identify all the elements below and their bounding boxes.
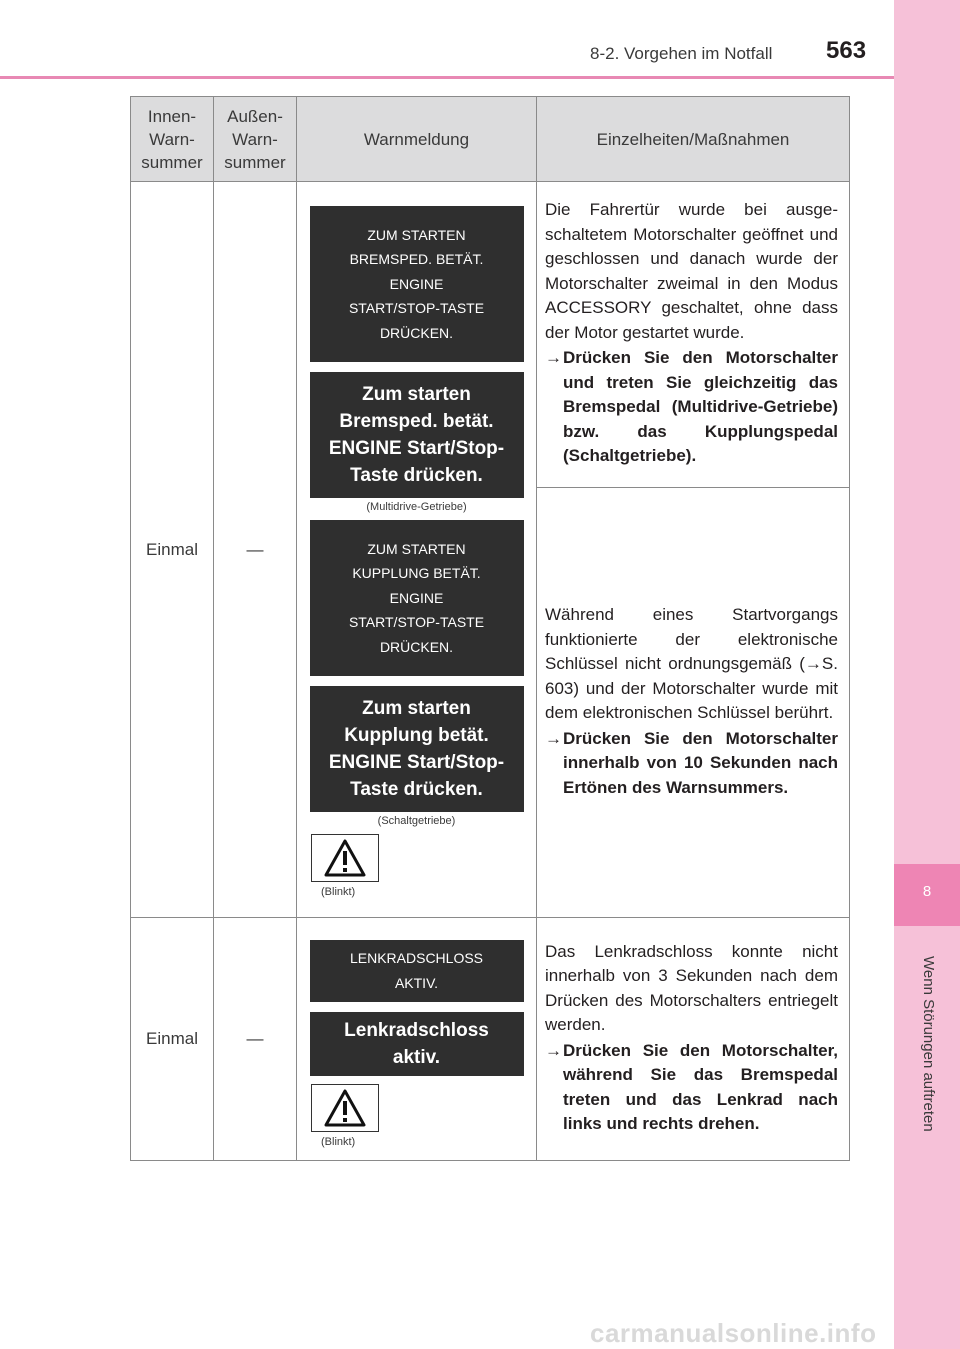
caption-blinkt: (Blinkt)	[321, 1135, 356, 1148]
chapter-sidebar	[894, 0, 960, 1349]
message-display: Zum starten Bremsped. betät. ENGINE Start/Stop- Taste drücken.	[310, 372, 524, 498]
section-title: 8-2. Vorgehen im Notfall	[590, 44, 773, 63]
message-display: Zum starten Kupplung betät. ENGINE Start/Stop- Taste drücken.	[310, 686, 524, 812]
detail-text: Die Fahrertür wurde bei ausgeschaltetem Motorschalter geöffnet und geschlossen und danach wurde der Motorschalter zweimal in den Modus ACCESSORY geschaltet, ohne dass der Motor gestartet wurde.	[545, 200, 838, 342]
detail-text: Das Lenkradschloss konnte nicht innerhalb von 3 Sekunden nach dem Drücken des Motorschalters entriegelt werden.	[545, 941, 838, 1034]
warning-triangle-icon	[311, 834, 379, 882]
message-display: ZUM STARTEN KUPPLUNG BETÄT. ENGINE START/STOP-TASTE DRÜCKEN.	[310, 520, 524, 676]
action-text: Drücken Sie den Motorschalter, während Sie das Bremspedal treten und das Lenkrad nach links und rechts drehen.	[563, 1040, 838, 1133]
table-header-row	[131, 97, 850, 182]
aussen-beep: —	[214, 918, 297, 1161]
action-text: Drücken Sie den Motorschalter und treten Sie gleichzeitig das Bremspedal (Multidrive-Getriebe) bzw. das Kupplungspedal (Schaltgetriebe).	[563, 348, 838, 466]
message-display: ZUM STARTEN BREMSPED. BETÄT. ENGINE START/STOP-TASTE DRÜCKEN.	[310, 206, 524, 362]
caption-multidrive: (Multidrive-Getriebe)	[366, 501, 467, 513]
warning-messages-cell	[297, 182, 537, 918]
table-row	[131, 918, 850, 1161]
detail-cell	[537, 918, 850, 1161]
innen-beep: Einmal	[131, 918, 214, 1161]
arrow-icon: →	[545, 348, 562, 368]
message-display: LENKRADSCHLOSS AKTIV.	[310, 940, 524, 1002]
header-rule	[0, 76, 894, 79]
table-row	[131, 182, 850, 488]
caption-schaltgetriebe: (Schaltgetriebe)	[377, 815, 456, 827]
page-number: 563	[826, 37, 867, 64]
warning-light	[297, 834, 536, 898]
header-aussen-warnsummer: Außen- Warn- summer	[214, 97, 297, 182]
caption-blinkt: (Blinkt)	[321, 886, 356, 898]
action-text: Drücken Sie den Motorschalter innerhalb von 10 Sekunden nach Ertönen des Warnsummers.	[563, 728, 838, 797]
action-item	[545, 727, 838, 801]
chapter-number: 8	[922, 883, 932, 900]
watermark: carmanualsonline.info	[590, 1318, 877, 1348]
arrow-icon: →	[545, 1040, 562, 1060]
header-warnmeldung: Warnmeldung	[297, 97, 537, 182]
detail-cell	[537, 182, 850, 488]
aussen-beep: —	[214, 182, 297, 918]
warning-triangle-icon	[311, 1084, 379, 1132]
header-einzelheiten: Einzelheiten/Maßnahmen	[537, 97, 850, 182]
header-innen-warnsummer: Innen- Warn- summer	[131, 97, 214, 182]
action-item	[545, 346, 838, 469]
innen-beep: Einmal	[131, 182, 214, 918]
detail-cell	[537, 488, 850, 918]
chapter-tab[interactable]	[894, 864, 960, 926]
chapter-title: Wenn Störungen auftreten	[920, 956, 937, 1132]
detail-text: Während eines Startvorgangs funktionierte der elektronische Schlüssel nicht ordnungsgemäß (→S. 603) und der Motorschalter wurde mit dem elektronischen Schlüssel berührt.	[545, 605, 838, 722]
warning-table	[130, 96, 850, 1161]
arrow-icon: →	[545, 728, 562, 748]
action-item	[545, 1039, 838, 1137]
warning-light	[297, 1084, 536, 1148]
message-display: Lenkradschloss aktiv.	[310, 1012, 524, 1076]
warning-messages-cell	[297, 918, 537, 1161]
